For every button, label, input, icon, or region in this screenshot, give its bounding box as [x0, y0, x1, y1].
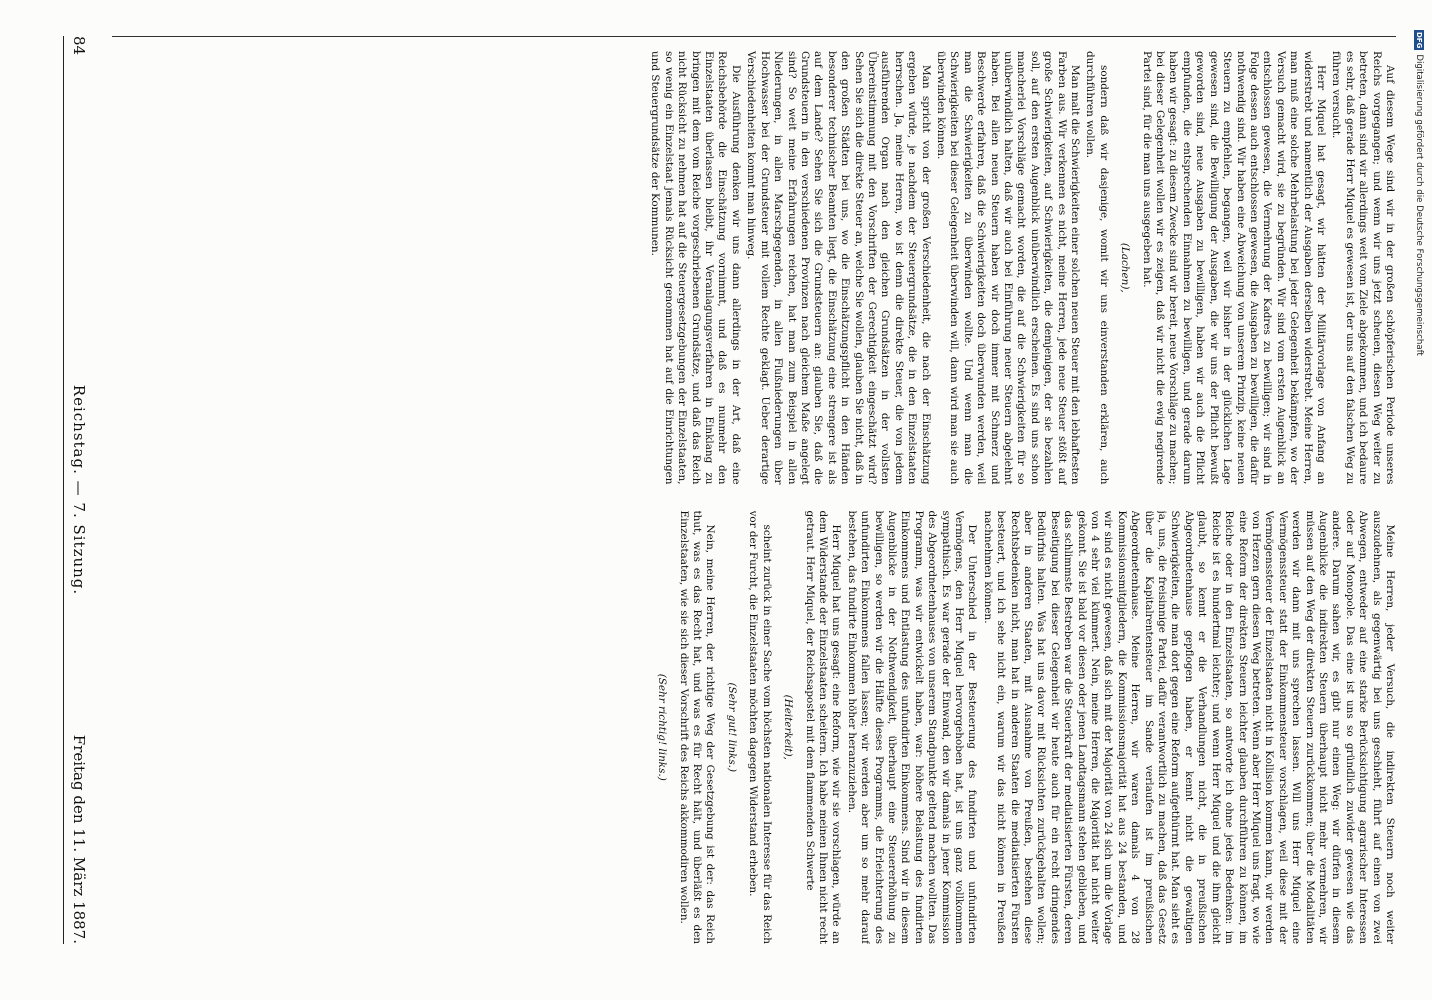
page-number: 84 [70, 36, 88, 56]
credit-text: Digitalisierung gefördert durch die Deutsche Forschungsgemeinschaft [1414, 54, 1424, 356]
left-paragraph-4: scheint zurück in einer Sache vom höchsten nationalen Interesse für das Reich vor der Furcht, die Einzelstaaten möchten dagegen Widerstand erheben. [747, 510, 773, 944]
text-columns [112, 36, 1396, 944]
session-date: Freitag den 11. März 1887. [70, 734, 88, 944]
dfg-logo: DFG [1415, 32, 1423, 49]
left-paragraph-1: Meine Herren, jeder Versuch, die indirekten Steuern noch weiter auszudehnen, als gegenwärtig bei uns geschieht, führt auf einen von zwei Abwegen, entweder auf eine starke Berücksichtigung agrarischer Interessen oder auf Monopole. Das eine ist uns so gründlich zuwider gewesen wie das andere. Darum sahen wir, es gibt nur einen Weg: wir dürfen in diesem Augenblicke die indirekten Steuern überhaupt nicht mehr vermehren, wir müssen auf den Weg der direkten Steuern zurückkommen; über die Modalitäten werden wir dann mit uns sprechen lassen. Will uns Herr Miquel eine Vermögenssteuer statt der Einkommensteuer vorschlagen, weil diese mit der Vermögenssteuer der Einzelstaaten nicht in Kollision kommen kann, wir werden von Herzen gern diesen Weg betreten. Wenn aber Herr Miquel uns fragt, wo wie eine Reform der direkten Steuern leichter glauben durchführen zu können, im Reiche oder in den Einzelstaaten, so antworte ich ohne jedes Bedenken: im Reiche ist es hundertmal leichter; und wenn Herr Miquel und die ihm gleicht glaubt, so kennt er die Verhandlungen nicht, die in preußischen Abgeordnetenhause gepflogen haben, er kennt nicht die gewaltigen Schwierigkeiten, die man dort gegen eine Reform aufgethürmt hat. Man sieht es ja, uns, die freisinnige Partei, dafür verantwortlich zu machen, daß das Gesetz über die Kapitalrentensteuer im Sande verlaufen ist im preußischen Abgeordnetenhause. Meine Herren, wir waren damals 4 von 28 Kommissionsmitgliedern, die Kommissionsmajorität hat aus 24 bestanden, und wir sind es nicht gewesen, daß sich mit der Majorität von 24 sich um die Vorlage von 4 sehr viel kümmert. Nein, meine Herren, die Majorität hat nicht weiter gekonnt. Sie ist bald vor diesen oder jenen Landtagsmann stehen geblieben, und das schlimmste Bestreben war die Steuerkraft der mediatisierten Fürsten, deren Beseitigung bei dieser Gelegenheit wir heute auch für ein recht dringendes Bedürfnis halten. Was hat uns davor mit Rücksichten zurückgehalten wollen; aber in anderen Staaten, mit Ausnahme von Preußen, bestehen diese Rechtsbedenken nicht, man hat in anderen Staaten die mediatisierten Fürsten besteuert, und ich sehe nicht ein, warum wir das nicht können in Preußen nachnehmen können. [981, 510, 1396, 944]
right-paragraph-4: Man malt die Schwierigkeiten einer solchen neuen Steuer mit den lebhaftesten Farben aus. Wir verkennen es nicht, meine Herren, jede neue Steuer stößt auf große Schwierigkeiten, auf Schwierigkeiten, die demjenigen, der sie bezahlen soll, auf den ersten Augenblick unüberwindlich erscheinen. Es sind uns schon mancherlei Vorschläge gemacht worden, die auf die Schwierigkeiten für so unüberwindlich halten, daß wir auch bei Einführung neuer Steuern abgelehnt haben. Bei allen neuen Steuern haben wir doch immer mit Schmerz und Beschwerde erfahren, daß die Schwierigkeiten doch überwunden werden, weil man die Schwierigkeiten zu überwinden wollte. Und wenn man die Schwierigkeiten bei dieser Gelegenheit überwinden will, dann wird man sie auch überwinden können. [935, 51, 1082, 485]
left-paragraph-5: Nein, meine Herren, der richtige Weg der Gesetzgebung ist der: das Reich thut, was es das Recht hat, und was es für Recht hält, und überläßt es den Einzelstaaten, wie sie sich dieser Vorschrift des Reichs akkommodiren wollen. [677, 510, 717, 944]
digitization-credit [1412, 30, 1426, 970]
left-paragraph-2: Der Unterschied in der Besteuerung des fundirten und unfundirten Vermögens, den Herr Miquel hervorgehoben hat, ist uns ganz vollkommen sympathisch. Es war gerade der Einwand, den wir damals in jener Kommission des Abgeordnetenhauses von unserem Standpunkte geltend machen wollten. Das Programm, was wir entwickelt haben, war: höhere Belastung des fundirten Einkommens und Entlastung des unfundirten Einkommens. Sind wir in diesem Augenblicke in der Nothwendigkeit, überhaupt eine Steuererhöhung zu bewilligen, so werden wir die Hälfte dieses Programms, die Erleichterung des unfundirten Einkommens fallen lassen; wir werden aber um so mehr darauf bestehen, das fundirte Einkommen höher heranzuziehen. [845, 510, 979, 944]
right-paragraph-5: Man spricht von der großen Verschiedenheit, die nach der Einschätzung ergeben würde, je nachdem der Steuergrundsätze, die in den Einzelstaaten herrschen. Ja, meine Herren, wo ist denn die direkte Steuer, die von jedem ausführenden Organ nach den gleichen Grundsätzen in der vollsten Übereinstimmung mit den Vorschriften der Gerechtigkeit eingeschätzt wird? Sehen Sie sich die direkte Steuer an, welche Sie wollen, glauben Sie nicht, daß in den großen Städten bei uns, wo die Einschätzungspflicht in den Händen besonderer technischer Beamten liegt, die Einschätzung eine strengere ist als auf dem Lande? Sehen Sie sich die Grundsteuern an: glauben Sie, daß die Grundsteuern in den verschiedenen Provinzen nach gleichem Maße angelegt sind? So weit meine Erfahrungen reichen, hat man zum Beispiel in allen Niederungen, in allen Marschgegenden, in allen Flußniederungen über Hochwasser bei der Grundsteuer mit vollem Rechte geklagt. Ueber derartige Verschiedenheiten kommt man hinweg. [745, 51, 932, 485]
session-title: Reichstag. — 7. Sitzung. [70, 384, 88, 596]
right-paragraph-1: Auf diesem Wege sind wir in der großen schöpferischen Periode unseres Reichs vorgegangen; und wenn wir uns jetzt scheuen, diesen Weg weiter zu betreten, dann sind wir allerdings weit vom Ziele abgekommen, und ich bedaure es sehr, daß gerade Herr Miquel es gewesen ist, der uns auf den falschen Weg zu führen versucht. [1330, 51, 1396, 485]
left-interjection-2: (Sehr gut! links.) [725, 682, 738, 773]
right-paragraph-6: Die Ausführung denken wir uns dann allerdings in der Art, daß eine Reichsbehörde die Einschätzung vornimmt, und daß es nunmehr den Einzelstaaten überlassen bleibt, ihr Veranlagungsverfahren in Einklang zu bringen mit dem vom Reiche vorgeschriebenen Grundsätze, und daß das Reich nicht Rücksicht zu nehmen hat auf die Steuergesetzgebungen der Einzelstaaten, so wenig ein Einzelstaat jemals Rücksicht genommen hat auf die Einrichtungen und Steuergrundsätze der Kommunen. [649, 51, 742, 485]
page-header [63, 36, 104, 944]
right-interjection-1: (Lachen), [1119, 242, 1132, 293]
left-interjection-3: (Sehr richtig! links.) [656, 673, 669, 781]
left-interjection-1: (Heiterkeit), [782, 694, 795, 760]
right-paragraph-3: sondern daß wir dasjenige, womit wir uns einverstanden erklären, auch durchführen wollen. [1084, 51, 1110, 485]
left-column [112, 511, 1396, 945]
left-paragraph-3: Herr Miquel hat uns gesagt: eine Reform, wie wir sie vorschlagen, würde an dem Widerstande der Einzelstaaten scheitern. Ich habe meinen Ihnen nicht recht getraut. Herr Miquel, der Reichsapostel mit dem flammenden Schwerte [803, 510, 843, 944]
credit-line [1412, 30, 1426, 970]
right-paragraph-2: Herr Miquel hat gesagt, wir hätten der Militärvorlage von Anfang an widerstrebt und namentlich der Ausgaben derselben widerstrebt. Meine Herren, man muß eine solche Mehrbelastung bei jeder Gelegenheit bekämpfen, wo der Versuch gemacht wird, sie zu begründen. Wir sind vom ersten Augenblick an entschlossen gewesen, die Vermehrung der Kadres zu bewilligen; wir sind in Folge dessen auch entschlossen gewesen, die Ausgaben zu bewilligen, die dafür nothwendig sind. Wir haben eine Abweichung von unserem Prinzip, keine neuen Steuern zu empfehlen, begangen, weil wir bisher in der glücklichen Lage gewesen sind, die Bewilligung der Ausgaben, die wir uns der Pflicht bewußt geworden sind, neue Ausgaben zu bewilligen, haben wir auch die Pflicht empfunden, die entsprechenden Einnahmen zu bewilligen, und gerade darum haben wir gesagt: zu diesem Zwecke sind wir bereit, neue Vorschläge zu machen; bei dieser Gelegenheit wollen wir es zeigen, daß wir nicht die ewig negirende Partei sind, für die man uns ausgegeben hat. [1140, 51, 1327, 485]
right-column [112, 36, 1396, 485]
